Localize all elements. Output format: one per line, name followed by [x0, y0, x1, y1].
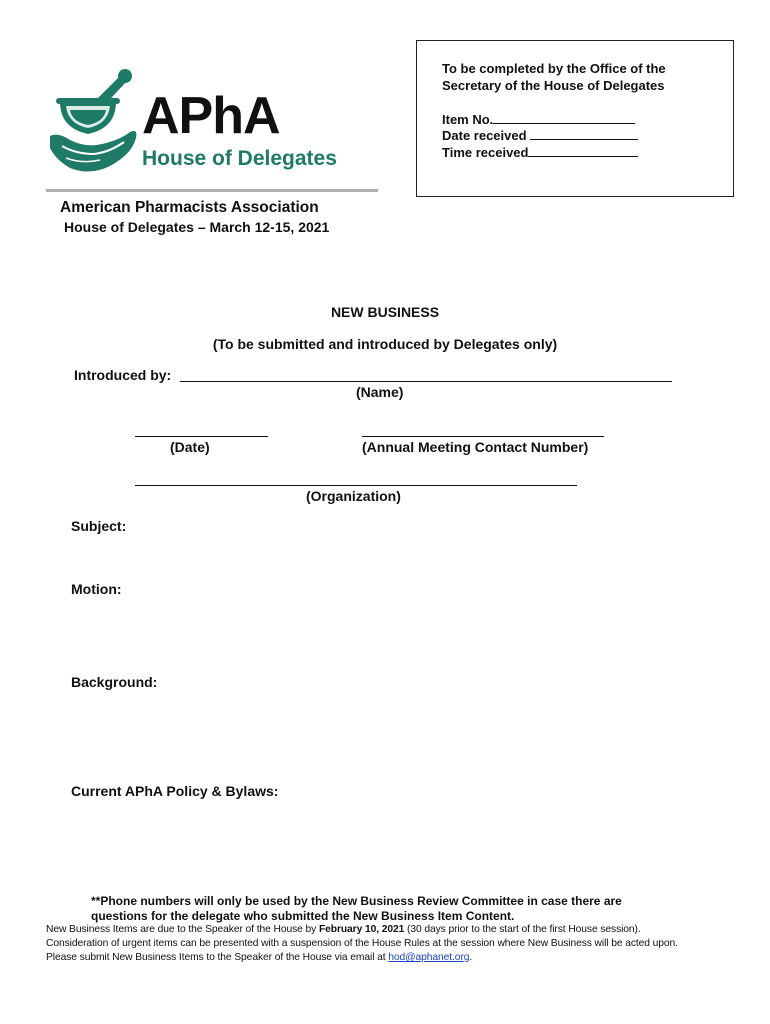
org-name: American Pharmacists Association	[60, 199, 319, 216]
urgent-items-note: Consideration of urgent items can be presented with a suspension of the House Rules at the session where New Business will be acted upon.	[46, 938, 678, 949]
organization-label: (Organization)	[306, 488, 401, 504]
office-use-box	[416, 40, 734, 197]
email-link[interactable]: hod@aphanet.org	[388, 952, 470, 963]
item-no-field[interactable]	[442, 111, 635, 128]
logo-divider	[46, 189, 378, 192]
submit-prefix: Please submit New Business Items to the Speaker of the House via email at	[46, 952, 389, 963]
date-received-label: Date received	[442, 128, 527, 143]
date-received-blank[interactable]	[530, 127, 638, 140]
item-no-label: Item No.	[442, 112, 494, 127]
contact-number-input-line[interactable]	[362, 436, 604, 437]
submit-note	[46, 950, 472, 965]
office-box-line1: To be completed by the Office of the	[442, 61, 666, 76]
apha-logo	[46, 62, 376, 190]
date-label: (Date)	[170, 439, 210, 455]
background-label: Background:	[71, 674, 158, 690]
due-prefix: New Business Items are due to the Speaker of the House by	[46, 924, 319, 935]
contact-number-label: (Annual Meeting Contact Number)	[362, 439, 589, 455]
form-subtitle: (To be submitted and introduced by Delegates only)	[212, 336, 558, 352]
organization-input-line[interactable]	[135, 485, 577, 486]
time-received-blank[interactable]	[528, 144, 638, 157]
date-received-field[interactable]	[442, 127, 638, 144]
phone-note-line1: **Phone numbers will only be used by the New Business Review Committee in case there are	[91, 894, 622, 908]
meeting-title: House of Delegates – March 12-15, 2021	[64, 219, 330, 235]
due-date-note	[46, 922, 641, 937]
date-input-line[interactable]	[135, 436, 268, 437]
due-date: February 10, 2021	[318, 924, 405, 935]
name-input-line[interactable]	[180, 381, 672, 382]
time-received-field[interactable]	[442, 144, 638, 161]
phone-note-line2: questions for the delegate who submitted the New Business Item Content.	[91, 909, 515, 923]
due-suffix: (30 days prior to the start of the first House session).	[404, 924, 641, 935]
motion-label: Motion:	[71, 581, 122, 597]
name-label: (Name)	[356, 384, 404, 400]
form-title: NEW BUSINESS	[330, 304, 440, 320]
policy-bylaws-label: Current APhA Policy & Bylaws:	[71, 783, 279, 799]
office-box-line2: Secretary of the House of Delegates	[442, 78, 665, 93]
subject-label: Subject:	[71, 518, 127, 534]
logo-tagline: House of Delegates	[142, 147, 337, 170]
logo-wordmark: APhA	[142, 87, 280, 145]
introduced-by-label: Introduced by:	[74, 367, 172, 383]
item-no-blank[interactable]	[493, 111, 635, 124]
submit-suffix: .	[469, 952, 473, 963]
time-received-label: Time received	[442, 145, 529, 160]
